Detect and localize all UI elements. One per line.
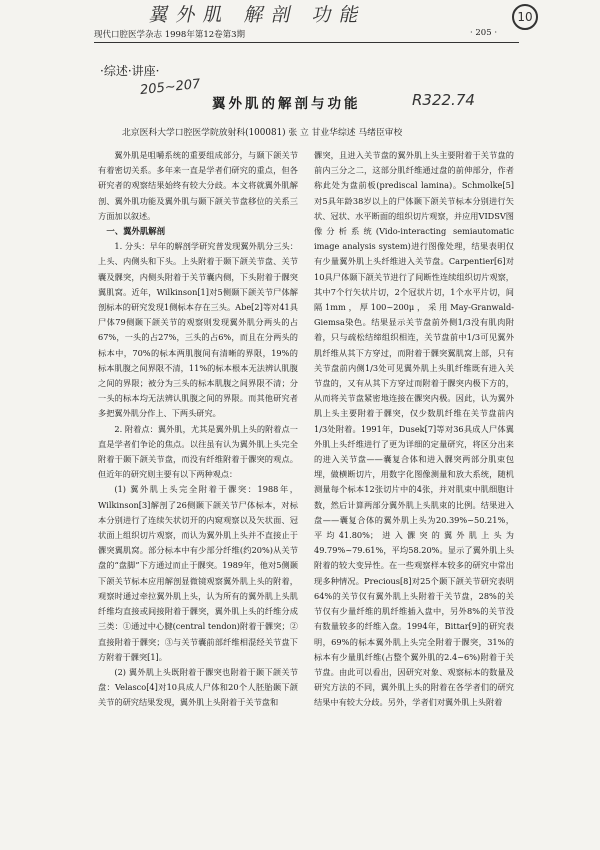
page-number: · 205 · [470, 28, 498, 38]
article-title: 翼外肌的解剖与功能 [212, 96, 361, 112]
handwritten-keywords: 翼外肌 解剖 功能 [147, 4, 370, 26]
section-heading: 一、翼外肌解剖 [106, 226, 166, 237]
author-line: 北京医科大学口腔医学院放射科(100081) 张 立 甘业华综述 马绪臣审校 [122, 128, 403, 138]
journal-header: 现代口腔医学杂志 1998年第12卷第3期 [94, 30, 246, 40]
paragraph-view-2: (2) 翼外肌上头既附着于髁突也附着于颞下颌关节盘：Velasco[4]对10具成人尸体和20个人胚胎颞下颌关节的研究结果发现，翼外肌上头附着于关节盘和 [98, 666, 298, 708]
paragraph-view-1: (1) 翼外肌上头完全附着于髁突：1988年，Wilkinson[3]解剖了26侧颞下颌关节尸体标本，对标本分别进行了连续矢状切开的内窥观察以及矢状面、冠状面上组织切片观察，而认为翼外肌上头并不直接止于髁突翼肌窝。部分标本中有少部分纤维(约20%)从关节盘的“盘脚”下方通过而止于髁突。1989年，他对5侧颞下颌关节标本应用解剖显微镜观察翼外肌上头的附着，观察时通过牵拉翼外肌上头，认为所有的翼外肌上头肌纤维均直接或间接附着于髁突，翼外肌上头的纤维分成三类：①通过中心腱(central tendon)附着于髁突；②直接附着于髁突；③与关节囊前部纤维相混经关节盘下方附着于髁突[1]。 [98, 484, 298, 662]
handwritten-classification-code: R322.74 [412, 91, 475, 109]
handwritten-circled-number: 10 [512, 4, 538, 30]
right-column [314, 148, 514, 711]
handwritten-page-range: 205~207 [139, 76, 202, 99]
header-rule [94, 42, 519, 43]
section-label: ·综述·讲座· [100, 64, 160, 78]
paragraph-attachment: 2. 附着点：翼外肌，尤其是翼外肌上头的附着点一直是学者们争论的焦点。以往虽有认为翼外肌上头完全附着于颞下颌关节盘，而没有纤维附着于髁突的观点。但近年的研究则主要有以下两种观点： [98, 423, 298, 480]
paragraph-continued: 髁突，且进入关节盘的翼外肌上头主要附着于关节盘的前内三分之二，这部分肌纤维通过盘的前伸部分，作者称此处为盘前板(prediscal lamina)。Schmolke[5]对5具年龄38岁以上的尸体颞下颌关节标本分别进行矢状、冠状、水平断面的组织切片观察，并应用VIDSV图像分析系统(Vido-interacting semiautomatic image analysis system)进行图像处理，结果表明仅有少量翼外肌上头纤维进入关节盘。Carpentier[6]对10具尸体颞下颌关节进行了间断性连续组织切片观察，其中7个行矢状片切，2个冠状片切，1个水平片切，间隔1mm，厚100~200μ，采用May-Granwald-Giemsa染色。结果显示关节盘前外侧1/3没有肌肉附着，只与疏松结缔组织相连，关节盘前中1/3可见翼外肌纤维从其下方穿过，而附着于髁突翼肌窝上部，只有关节盘前内侧1/3处可见翼外肌上头肌纤维既有进入关节盘的，又有从其下方穿过而附着于髁突内极下方的，从而将关节盘紧密地连接在髁突内极。因此，认为翼外肌上头主要附着于髁突，仅少数肌纤维在关节盘前内1/3处附着。1991年，Dusek[7]等对36具成人尸体翼外肌上头纤维进行了更为详细的定量研究，将区分出来的进入关节盘——囊复合体和进入髁突两部分肌束包埋，做横断切片，用数字化图像测量和放大系统，随机测量每个标本12张切片中的4张，并对肌束中肌细胞计数，然后计算两部分翼外肌上头肌束的比例。结果进入盘——囊复合体的翼外肌上头为20.39%~50.21%，平均41.80%；进入髁突的翼外肌上头为49.79%~79.61%，平均58.20%。显示了翼外肌上头附着的较大变异性。在一些观察样本较多的研究中常出现多种情况。Precious[8]对25个颞下颌关节研究表明64%的关节仅有翼外肌上头附着于关节盘，28%的关节仅有少量纤维的肌纤维插入盘中，另外8%的关节没有数量较多的纤维入盘。1994年，Bittar[9]的研究表明，69%的标本翼外肌上头完全附着于髁突，31%的标本有少量肌纤维(占整个翼外肌的2.4~6%)附着于关节盘。由此可以看出，因研究对象、观察标本的数量及研究方法的不同，翼外肌上头的附着在各学者们的研究结果中有较大分歧。另外，学者们对翼外肌上头附着 [314, 150, 514, 708]
intro-paragraph: 翼外肌是咀嚼系统的重要组成部分，与颞下颌关节有着密切关系。多年来一直是学者们研究的重点，但各研究者的观察结果始终有较大分歧。本文将就翼外肌解剖、翼外肌功能及翼外肌与颞下颌关节盘移位的关系三方面加以叙述。 [98, 150, 298, 221]
left-column [98, 148, 298, 711]
paragraph-heads: 1. 分头：早年的解剖学研究普发现翼外肌分三头：上头、内侧头和下头。上头附着于颞下颌关节盘、关节囊及髁突，内侧头附着于关节囊内侧，下头附着于髁突翼肌窝。近年，Wilkinson[1]对5侧颞下颌关节尸体解剖标本的研究发现1侧标本存在三头。Abe[2]等对41具尸体79侧颞下颌关节的观察则发现翼外肌分两头的占67%，一头的占27%，三头的占6%，而且在分两头的标本中，70%的标本两肌腹间有清晰的界限，19%的标本肌腹之间界限不清，11%的标本根本无法辨认肌腹之间的界限；被分为三头的标本肌腹之间界限不清；分一头的标本均无法辨认肌腹之间的界限。而其他研究者多把翼外肌分作上、下两头研究。 [98, 241, 298, 419]
